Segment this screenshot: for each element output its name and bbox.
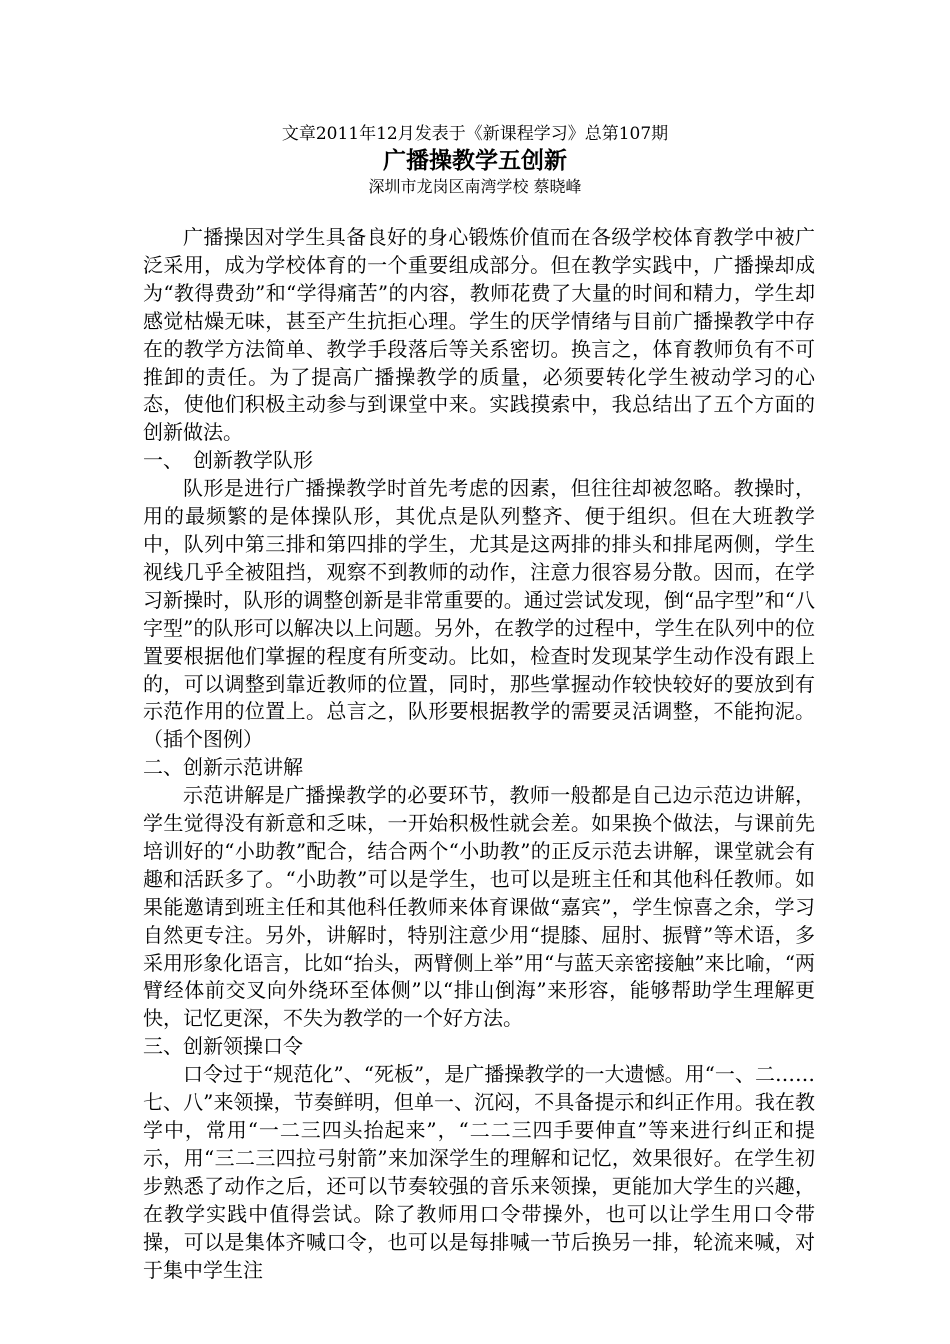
section-heading-2: 二、创新示范讲解 [143,755,303,780]
section-paragraph-3: 口令过于“规范化”、“死板”，是广播操教学的一大遗憾。用“一、二……七、八”来领操，节奏鲜明，但单一、沉闷，不具备提示和纠正作用。我在教学中，常用“一二三四头抬起来”，“二二三四手要伸直”等来进行纠正和提示，用“三二三四拉弓射箭”来加深学生的理解和记忆，效果很好。在学生初步熟悉了动作之后，还可以节奏较强的音乐来领操，更能加大学生的兴趣，在教学实践中值得尝试。除了教师用口令带操外，也可以让学生用口令带操，可以是集体齐喊口令，也可以是每排喊一节后换另一排，轮流来喊，对于集中学生注 [143,1062,815,1282]
article-header [140,122,810,198]
intro-paragraph: 广播操因对学生具备良好的身心锻炼价值而在各级学校体育教学中被广泛采用，成为学校体育的一个重要组成部分。但在教学实践中，广播操却成为“教得费劲”和“学得痛苦”的内容，教师花费了大量的时间和精力，学生却感觉枯燥无味，甚至产生抗拒心理。学生的厌学情绪与目前广播操教学中存在的教学方法简单、教学手段落后等关系密切。换言之，体育教师负有不可推卸的责任。为了提高广播操教学的质量，必须要转化学生被动学习的心态，使他们积极主动参与到课堂中来。实践摸索中，我总结出了五个方面的创新做法。 [143,225,815,445]
article-title: 广播操教学五创新 [383,147,567,174]
section-heading-3: 三、创新领操口令 [143,1034,303,1059]
section-paragraph-2: 示范讲解是广播操教学的必要环节，教师一般都是自己边示范边讲解，学生觉得没有新意和乏味，一开始积极性就会差。如果换个做法，与课前先培训好的“小助教”配合，结合两个“小助教”的正反示范去讲解，课堂就会有趣和活跃多了。“小助教”可以是学生，也可以是班主任和其他科任教师。如果能邀请到班主任和其他科任教师来体育课做“嘉宾”，学生惊喜之余，学习自然更专注。另外，讲解时，特别注意少用“提膝、屈肘、振臂”等术语，多采用形象化语言，比如“抬头，两臂侧上举”用“与蓝天亲密接触”来比喻，“两臂经体前交叉向外绕环至体侧”以“排山倒海”来形容，能够帮助学生理解更快，记忆更深，不失为教学的一个好方法。 [143,783,815,1031]
article-body [143,224,815,1284]
section-heading-1: 一、 创新教学队形 [143,448,313,473]
section-paragraph-1: 队形是进行广播操教学时首先考虑的因素，但往往却被忽略。教操时，用的最频繁的是体操队形，其优点是队列整齐、便于组织。但在大班教学中，队列中第三排和第四排的学生，尤其是这两排的排头和排尾两侧，学生视线几乎全被阻挡，观察不到教师的动作，注意力很容易分散。因而，在学习新操时，队形的调整创新是非常重要的。通过尝试发现，倒“品字型”和“八字型”的队形可以解决以上问题。另外，在教学的过程中，学生在队列中的位置要根据他们掌握的程度有所变动。比如，检查时发现某学生动作没有跟上的，可以调整到靠近教师的位置，同时，那些掌握动作较快较好的要放到有示范作用的位置上。总言之，队形要根据教学的需要灵活调整，不能拘泥。（插个图例） [143,476,815,752]
publication-line: 文章2011年12月发表于《新课程学习》总第107期 [281,124,669,144]
author-line: 深圳市龙岗区南湾学校 蔡晓峰 [368,177,582,196]
